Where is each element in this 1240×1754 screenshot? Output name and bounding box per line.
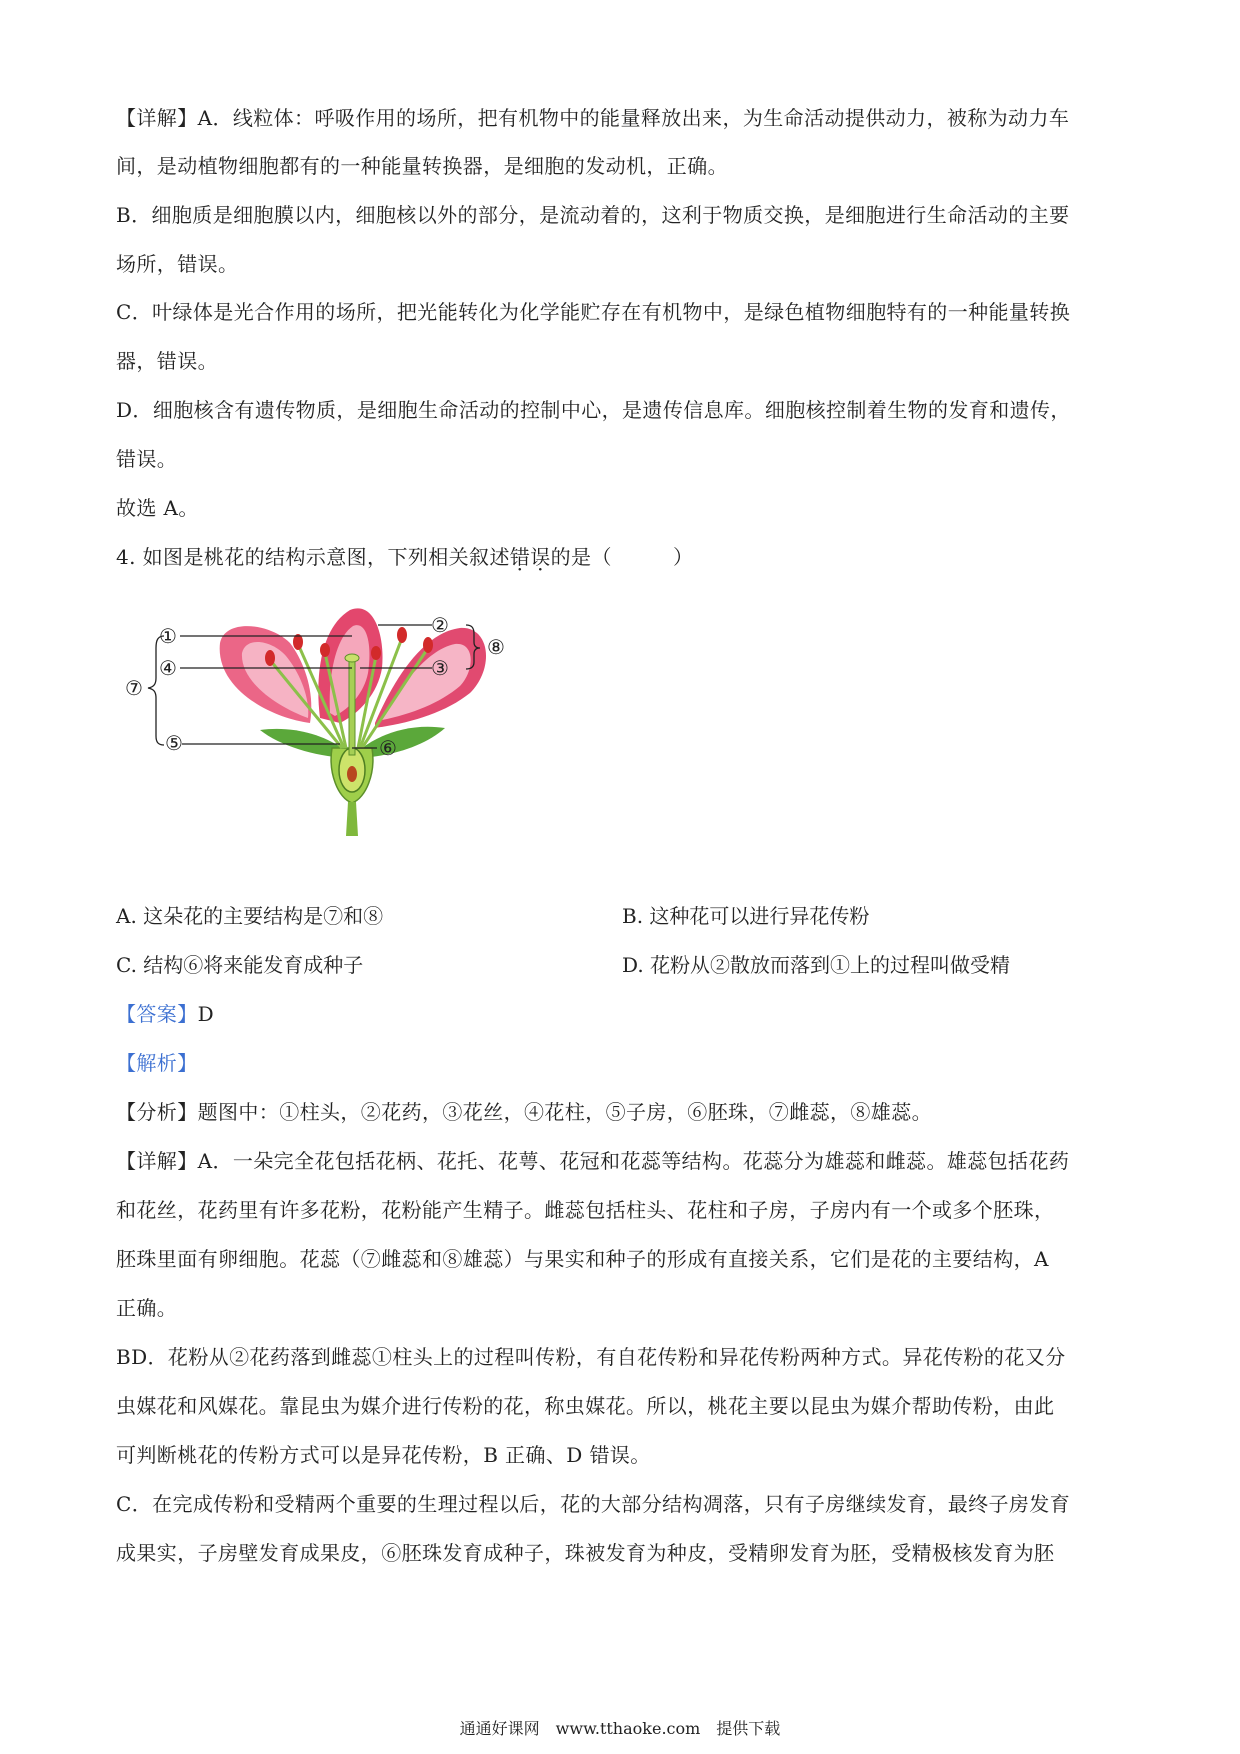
label-8: ⑧ [487, 635, 505, 659]
label-2: ② [431, 613, 449, 637]
label-1: ① [159, 624, 177, 648]
ovule [347, 766, 357, 782]
text-line: 成果实，子房壁发育成果皮，⑥胚珠发育成种子，珠被发育为种皮，受精卵发育为胚，受精极核发育为胚 [116, 1541, 1055, 1565]
text-line: 胚珠里面有卵细胞。花蕊（⑦雌蕊和⑧雄蕊）与果实和种子的形成有直接关系，它们是花的主要结构，A [116, 1247, 1049, 1271]
text-line: D．细胞核含有遗传物质，是细胞生命活动的控制中心，是遗传信息库。细胞核控制着生物的发育和遗传， [116, 398, 1071, 422]
style [349, 660, 355, 755]
label-5: ⑤ [165, 731, 183, 755]
question-suffix: 的是（ ） [550, 545, 694, 569]
text-line: 和花丝，花药里有许多花粉，花粉能产生精子。雌蕊包括柱头、花柱和子房，子房内有一个或多个胚珠， [116, 1198, 1055, 1222]
text-line: 虫媒花和风媒花。靠昆虫为媒介进行传粉的花，称虫媒花。所以，桃花主要以昆虫为媒介帮助传粉，由此 [116, 1394, 1055, 1418]
flower-stalk [346, 802, 358, 836]
text-line: 【详解】A．线粒体：呼吸作用的场所，把有机物中的能量释放出来，为生命活动提供动力，被称为动力车 [116, 106, 1070, 130]
option-c: C. 结构⑥将来能发育成种子 [116, 953, 364, 977]
text-line: 正确。 [116, 1296, 178, 1320]
label-6: ⑥ [379, 736, 397, 760]
option-d: D. 花粉从②散放而落到①上的过程叫做受精 [622, 953, 1011, 977]
option-a: A. 这朵花的主要结构是⑦和⑧ [116, 904, 384, 928]
text-line: C．叶绿体是光合作用的场所，把光能转化为化学能贮存在有机物中，是绿色植物细胞特有的一种能量转换 [116, 300, 1071, 324]
peach-flower-figure [120, 598, 590, 838]
text-line: 【详解】A．一朵完全花包括花柄、花托、花萼、花冠和花蕊等结构。花蕊分为雄蕊和雌蕊。雄蕊包括花药 [116, 1149, 1070, 1173]
emphasis-char: 误 [530, 545, 551, 569]
text-line: 故选 A。 [116, 496, 199, 520]
question-stem [116, 543, 1136, 571]
text-line: 器，错误。 [116, 349, 218, 373]
text-line: 场所，错误。 [116, 252, 239, 276]
page-footer: 通通好课网 www.tthaoke.com 提供下载 [459, 1719, 781, 1738]
label-3: ③ [431, 656, 449, 680]
answer-tag: 【答案】 [116, 1002, 198, 1026]
bracket-7 [148, 636, 164, 745]
text-line: BD．花粉从②花药落到雌蕊①柱头上的过程叫传粉，有自花传粉和异花传粉两种方式。异花传粉的花又分 [116, 1345, 1066, 1369]
answer-value: D [197, 1002, 215, 1026]
text-line: 【分析】题图中：①柱头，②花药，③花丝，④花柱，⑤子房，⑥胚珠，⑦雌蕊，⑧雄蕊。 [116, 1100, 932, 1124]
emphasis-char: 错 [509, 545, 531, 569]
label-4: ④ [159, 656, 177, 680]
text-line: 间，是动植物细胞都有的一种能量转换器，是细胞的发动机，正确。 [116, 154, 728, 178]
text-line: C．在完成传粉和受精两个重要的生理过程以后，花的大部分结构凋落，只有子房继续发育，最终子房发育 [116, 1492, 1071, 1516]
analysis-tag: 【解析】 [116, 1051, 198, 1075]
option-b: B. 这种花可以进行异花传粉 [622, 904, 870, 928]
label-7: ⑦ [125, 676, 143, 700]
text-line: 错误。 [116, 447, 178, 471]
answer-line [116, 1000, 1136, 1028]
text-line: 可判断桃花的传粉方式可以是异花传粉，B 正确、D 错误。 [116, 1443, 651, 1467]
stigma [345, 654, 359, 662]
text-line: B．细胞质是细胞膜以内，细胞核以外的部分，是流动着的，这利于物质交换，是细胞进行生命活动的主要 [116, 203, 1070, 227]
question-prefix: 4. 如图是桃花的结构示意图，下列相关叙述 [116, 545, 510, 569]
